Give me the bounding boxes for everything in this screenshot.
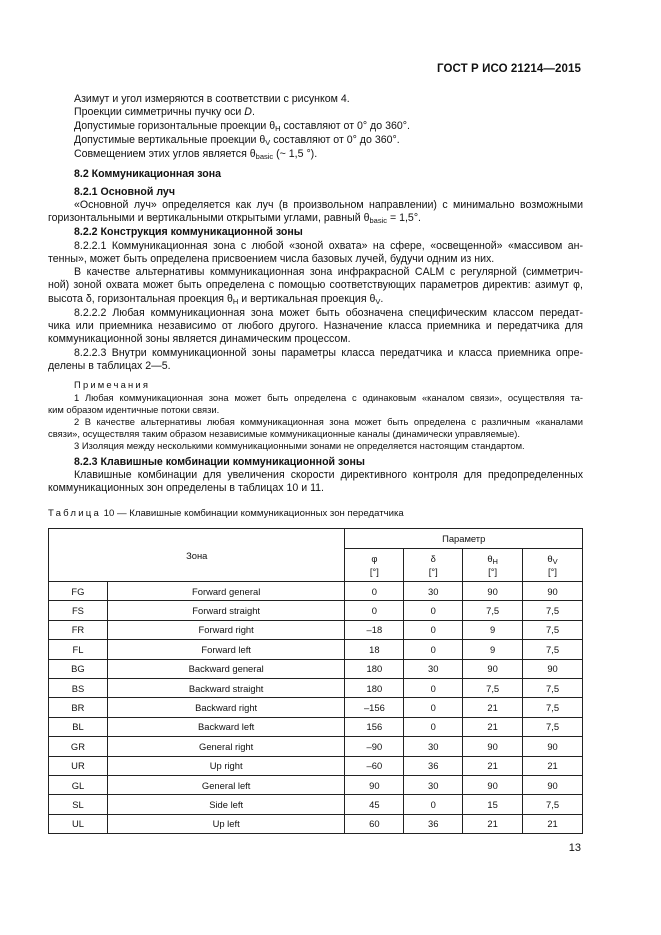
table-row [49, 698, 583, 717]
table-row [49, 582, 583, 601]
zone-name: Backward left [107, 717, 345, 736]
text-line: коммуникационной зоны является динамическим процессом. [48, 333, 351, 345]
h-projection-value: 90 [463, 659, 523, 678]
h-projection-value: 9 [463, 620, 523, 639]
v-projection-value: 21 [523, 814, 583, 833]
v-projection-value: 90 [523, 659, 583, 678]
param-col-header: δ [°] [404, 549, 463, 582]
h-projection-value: 21 [463, 717, 523, 736]
zone-name: Up right [107, 756, 345, 775]
zone-code: FS [49, 601, 108, 620]
zone-name: Backward right [107, 698, 345, 717]
zone-name: Forward left [107, 640, 345, 659]
zone-header: Зона [49, 529, 345, 582]
v-projection-value: 90 [523, 737, 583, 756]
table-row [49, 795, 583, 814]
v-projection-value: 7,5 [523, 601, 583, 620]
text-line: «Основной луч» определяется как луч (в произвольном направлении) с минимально возможными [74, 199, 583, 211]
text-line: высота δ, горизонтальная проекция $\theta_H$ и вертикальная проекция $\theta_V$. [48, 293, 384, 306]
text-line: Допустимые вертикальные проекции $\theta_V$ составляют от 0° до 360°. [74, 134, 400, 147]
h-projection-value: 90 [463, 737, 523, 756]
v-projection-value: 21 [523, 756, 583, 775]
azimuth-value: –60 [345, 756, 404, 775]
page-number: 13 [568, 842, 581, 854]
text-line: Совмещением этих углов является $\theta_{basic}$ (~ 1,5 °). [74, 148, 318, 161]
text-line: чика или приемника независимо от любого другого. Назначение класса приемника и передатчика для [48, 320, 583, 332]
section-heading: 8.2.2 Конструкция коммуникационной зоны [74, 226, 303, 238]
text-line: Клавишные комбинации для увеличения скорости директивного контроля для предопределенных [74, 469, 583, 481]
elevation-value: 30 [404, 659, 463, 678]
azimuth-value: 180 [345, 659, 404, 678]
text-line: горизонтальными и вертикальными открытыми углами, равный $\theta_{basic} = 1,5^\circ$. [48, 212, 421, 225]
zone-code: FG [49, 582, 108, 601]
h-projection-value: 90 [463, 775, 523, 794]
zone-name: Up left [107, 814, 345, 833]
v-projection-value: 90 [523, 582, 583, 601]
zone-code: BR [49, 698, 108, 717]
azimuth-value: 156 [345, 717, 404, 736]
elevation-value: 0 [404, 640, 463, 659]
elevation-value: 36 [404, 814, 463, 833]
elevation-value: 30 [404, 737, 463, 756]
azimuth-value: 60 [345, 814, 404, 833]
h-projection-value: 21 [463, 756, 523, 775]
elevation-value: 0 [404, 795, 463, 814]
text-line: ной) зоной охвата может быть определена с помощью соответствующих параметров директив: азимут φ, [48, 279, 583, 291]
elevation-value: 0 [404, 698, 463, 717]
note-line: связи», осуществляя таким образом независимые коммуникационные каналы (динамически управляемые). [48, 428, 520, 439]
h-projection-value: 21 [463, 814, 523, 833]
table-caption: Таблица 10 — Клавишные комбинации коммуникационных зон передатчика [48, 508, 404, 519]
h-projection-value: 90 [463, 582, 523, 601]
table-row [49, 659, 583, 678]
notes-title: Примечания [74, 379, 151, 390]
azimuth-value: 0 [345, 582, 404, 601]
zone-code: FL [49, 640, 108, 659]
text-line: Проекции симметричны пучку оси D. [74, 106, 255, 118]
text-line: коммуникационных зон определены в таблицах 10 и 11. [48, 482, 325, 494]
elevation-value: 30 [404, 775, 463, 794]
v-projection-value: 7,5 [523, 698, 583, 717]
v-projection-value: 7,5 [523, 795, 583, 814]
v-projection-value: 7,5 [523, 620, 583, 639]
elevation-value: 36 [404, 756, 463, 775]
azimuth-value: –156 [345, 698, 404, 717]
shortcut-table [48, 528, 583, 834]
azimuth-value: 18 [345, 640, 404, 659]
section-heading: 8.2 Коммуникационная зона [74, 168, 222, 180]
table-row [49, 620, 583, 639]
note-line: 1 Любая коммуникационная зона может быть определена с одинаковым «каналом связи», осуществляя та- [74, 392, 583, 403]
table-row [49, 678, 583, 697]
note-line: 2 В качестве альтернативы любая коммуникационная зона может быть определена с различным «каналами [74, 416, 583, 427]
table-row [49, 756, 583, 775]
text-line: Допустимые горизонтальные проекции $\theta_H$ составляют от 0° до 360°. [74, 120, 410, 133]
h-projection-value: 9 [463, 640, 523, 659]
elevation-value: 0 [404, 678, 463, 697]
zone-code: FR [49, 620, 108, 639]
text-line: тенны», может быть определена присвоением числа базовых лучей, будучи одним из них. [48, 253, 495, 265]
table-row [49, 775, 583, 794]
h-projection-value: 7,5 [463, 678, 523, 697]
zone-code: BS [49, 678, 108, 697]
zone-name: Forward general [107, 582, 345, 601]
zone-code: BL [49, 717, 108, 736]
text-line: делены в таблицах 2—5. [48, 360, 171, 372]
note-line: ким образом идентичные потоки связи. [48, 404, 220, 415]
zone-name: General left [107, 775, 345, 794]
text-line: 8.2.2.2 Любая коммуникационная зона может быть обозначена специфическим классом передат- [74, 307, 583, 319]
section-heading: 8.2.3 Клавишные комбинации коммуникационной зоны [74, 456, 365, 468]
text-line: 8.2.2.1 Коммуникационная зона с любой «зоной охвата» на сфере, «освещенной» «массивом ан- [74, 240, 583, 252]
v-projection-value: 90 [523, 775, 583, 794]
section-heading: 8.2.1 Основной луч [74, 186, 175, 198]
elevation-value: 30 [404, 582, 463, 601]
text-line: Азимут и угол измеряются в соответствии с рисунком 4. [74, 93, 350, 105]
azimuth-value: –18 [345, 620, 404, 639]
zone-code: UR [49, 756, 108, 775]
azimuth-value: 90 [345, 775, 404, 794]
table-row [49, 814, 583, 833]
v-projection-value: 7,5 [523, 717, 583, 736]
param-col-header: $\theta_V$ [°] [523, 549, 583, 582]
zone-code: BG [49, 659, 108, 678]
table-row [49, 717, 583, 736]
text-line: В качестве альтернативы коммуникационная зона инфракрасной CALM с регулярной (симметрич- [74, 266, 583, 278]
elevation-value: 0 [404, 620, 463, 639]
zone-name: Side left [107, 795, 345, 814]
elevation-value: 0 [404, 717, 463, 736]
azimuth-value: 0 [345, 601, 404, 620]
zone-code: SL [49, 795, 108, 814]
table-row [49, 640, 583, 659]
document-id: ГОСТ Р ИСО 21214—2015 [436, 63, 581, 75]
zone-name: Backward straight [107, 678, 345, 697]
h-projection-value: 7,5 [463, 601, 523, 620]
azimuth-value: –90 [345, 737, 404, 756]
zone-code: GR [49, 737, 108, 756]
table-row [49, 601, 583, 620]
zone-code: GL [49, 775, 108, 794]
v-projection-value: 7,5 [523, 678, 583, 697]
azimuth-value: 180 [345, 678, 404, 697]
parameter-header: Параметр [345, 529, 583, 549]
note-line: 3 Изоляция между несколькими коммуникационными зонами не определяется настоящим стандартом. [74, 440, 525, 451]
h-projection-value: 15 [463, 795, 523, 814]
zone-name: Forward straight [107, 601, 345, 620]
v-projection-value: 7,5 [523, 640, 583, 659]
zone-code: UL [49, 814, 108, 833]
param-col-header: $\theta_H$ [°] [463, 549, 523, 582]
param-col-header: φ [°] [345, 549, 404, 582]
zone-name: Forward right [107, 620, 345, 639]
zone-name: General right [107, 737, 345, 756]
zone-name: Backward general [107, 659, 345, 678]
table-row [49, 737, 583, 756]
elevation-value: 0 [404, 601, 463, 620]
text-line: 8.2.2.3 Внутри коммуникационной зоны параметры класса передатчика и класса приемника опре- [74, 347, 583, 359]
h-projection-value: 21 [463, 698, 523, 717]
azimuth-value: 45 [345, 795, 404, 814]
